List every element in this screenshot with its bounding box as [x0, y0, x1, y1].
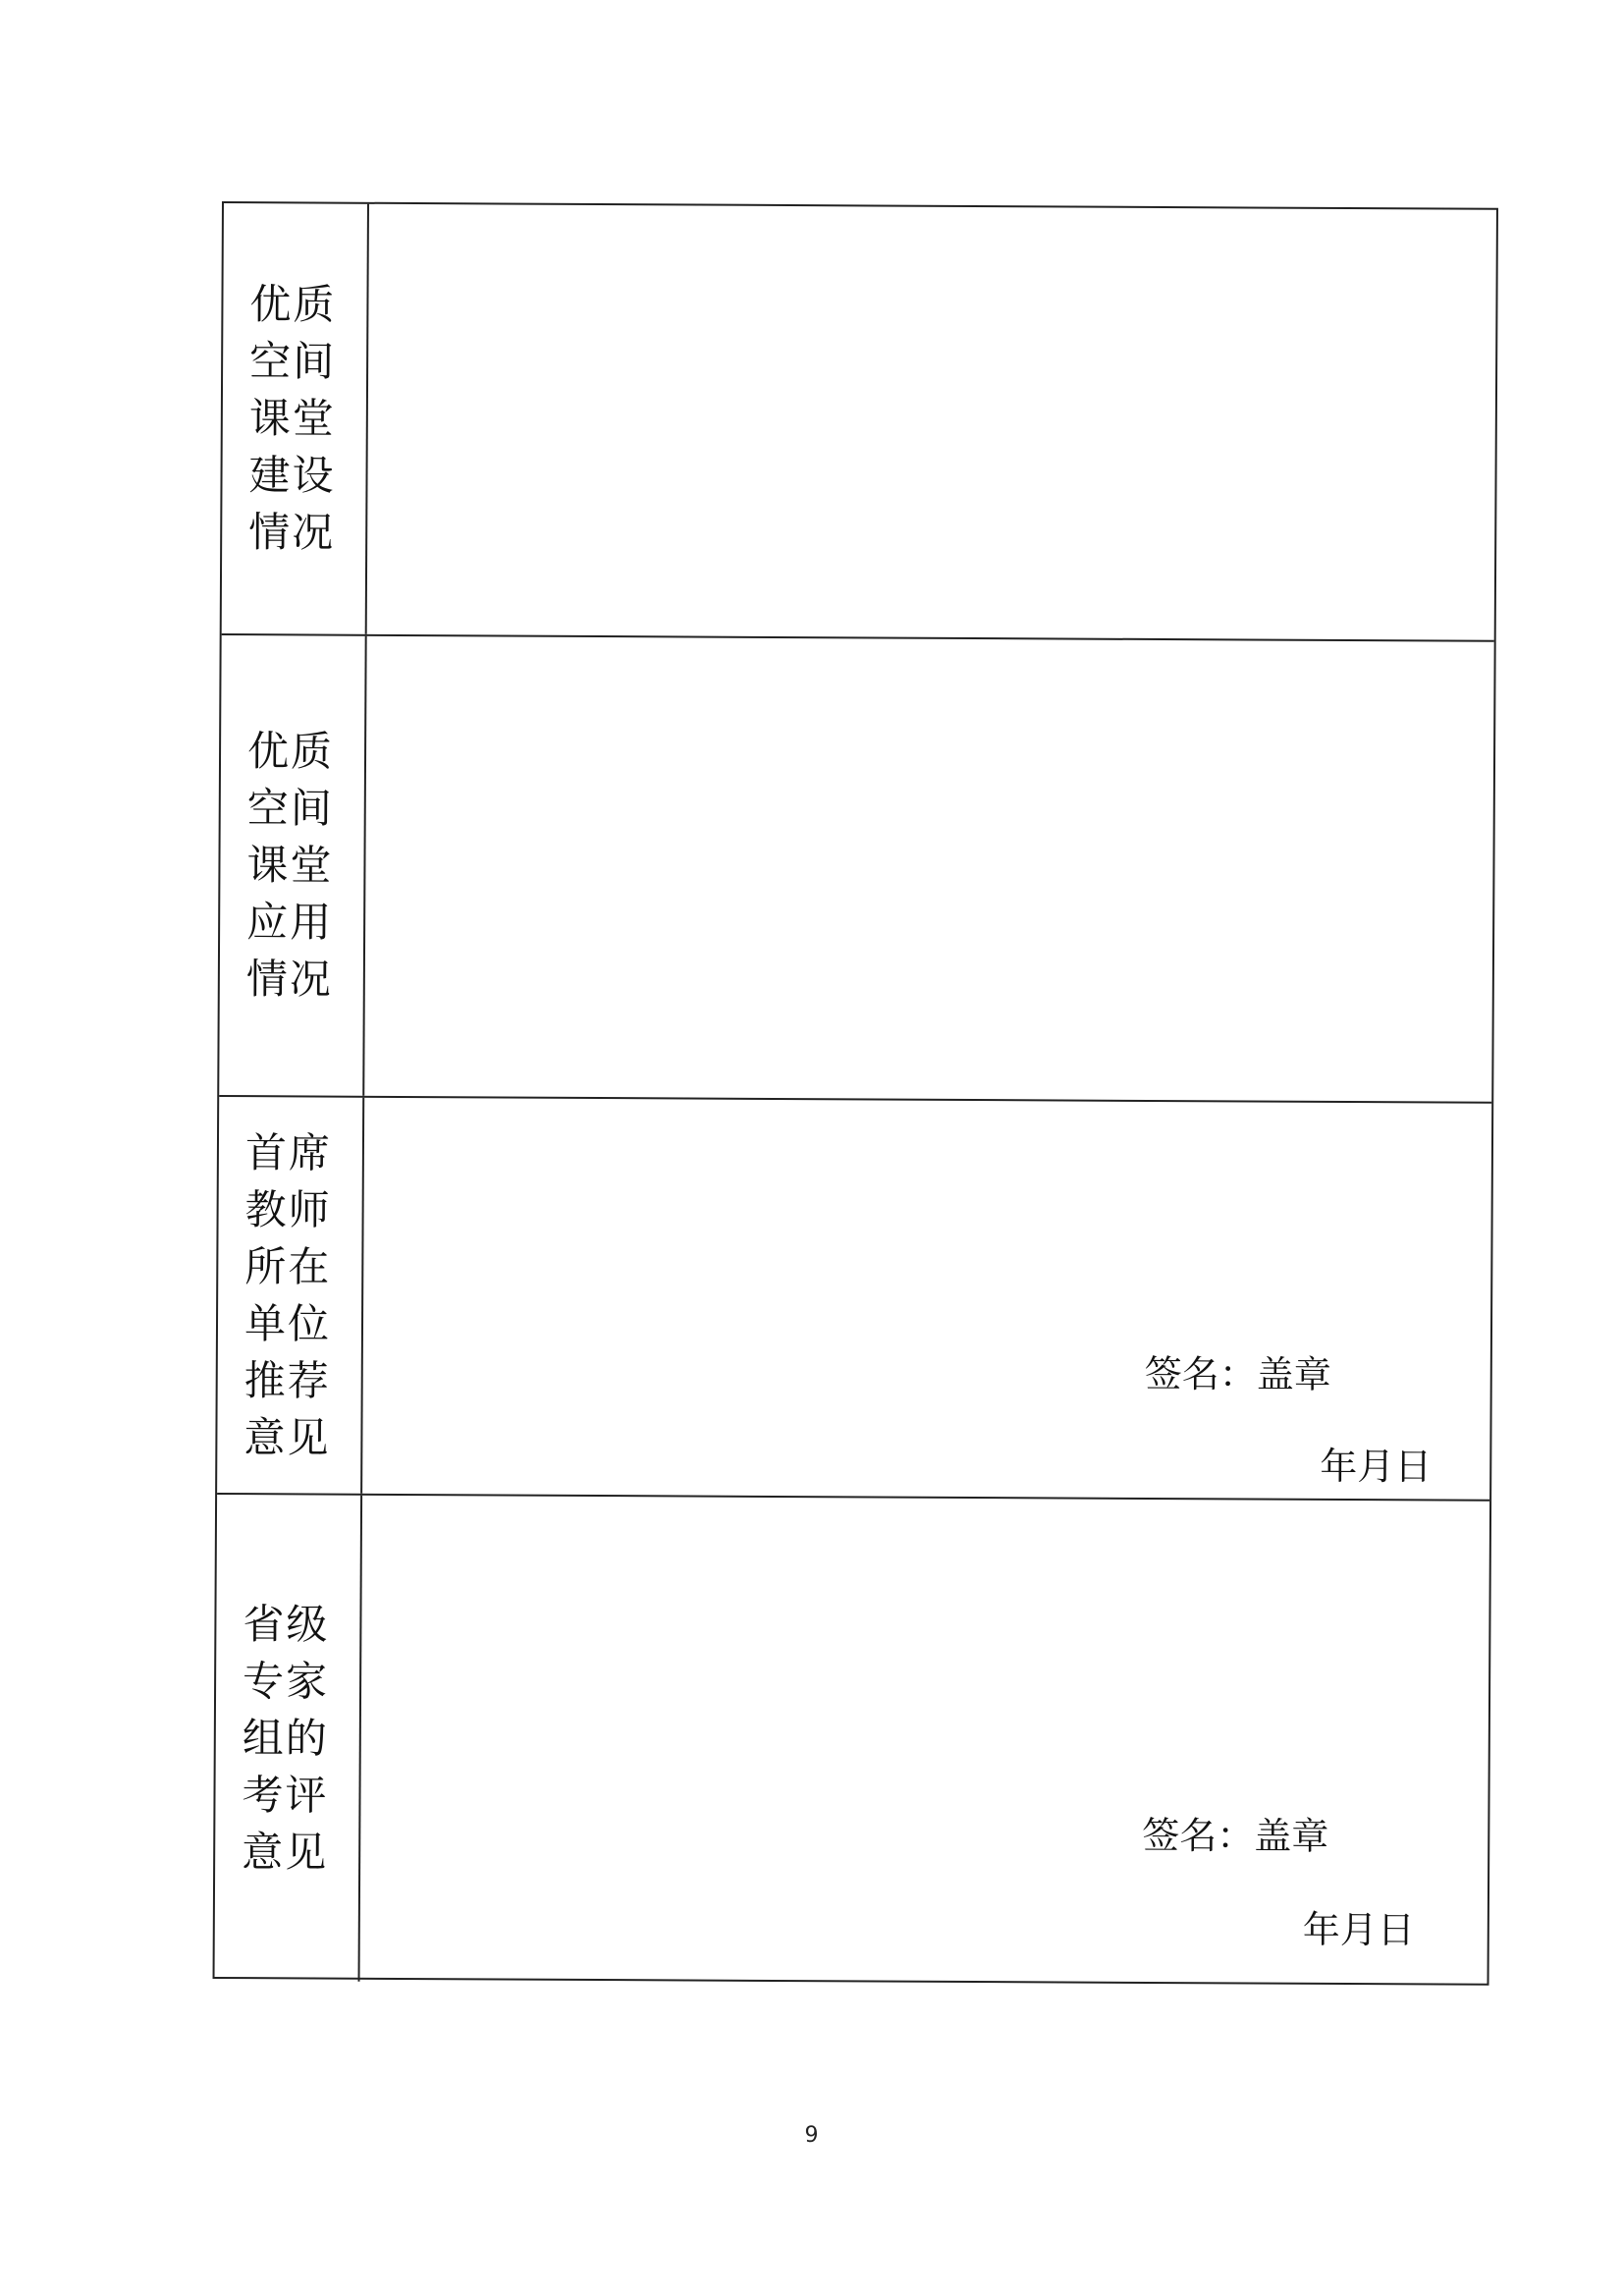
expert-evaluation-content-cell	[360, 1496, 1490, 1988]
page-number: 9	[804, 2123, 819, 2148]
application-content-cell	[364, 636, 1493, 1102]
form-row-unit-recommendation	[217, 1097, 1491, 1502]
form-row-expert-evaluation	[215, 1495, 1490, 1988]
evaluation-form-table	[213, 201, 1498, 1986]
unit-recommendation-content-cell	[362, 1098, 1491, 1500]
date-line: 年月日	[1320, 1444, 1433, 1489]
row-label-cell	[222, 203, 369, 634]
signature-seal-line: 签名：盖章	[1142, 1813, 1329, 1858]
row-label-cell	[217, 1097, 364, 1494]
row-label-application: 优质空间课堂应用情况	[245, 727, 335, 1004]
form-row-application	[219, 635, 1493, 1104]
row-label-cell	[219, 635, 366, 1096]
row-label-unit-recommendation: 首席教师所在单位推荐意见	[243, 1127, 333, 1462]
form-row-construction	[222, 203, 1496, 642]
construction-content-cell	[367, 204, 1496, 640]
row-label-expert-evaluation: 省级专家组的考评意见	[242, 1599, 330, 1877]
row-label-construction: 优质空间课堂建设情况	[248, 280, 337, 557]
signature-seal-line: 签名：盖章	[1144, 1351, 1331, 1396]
row-label-cell	[215, 1495, 363, 1982]
date-line: 年月日	[1302, 1907, 1415, 1952]
